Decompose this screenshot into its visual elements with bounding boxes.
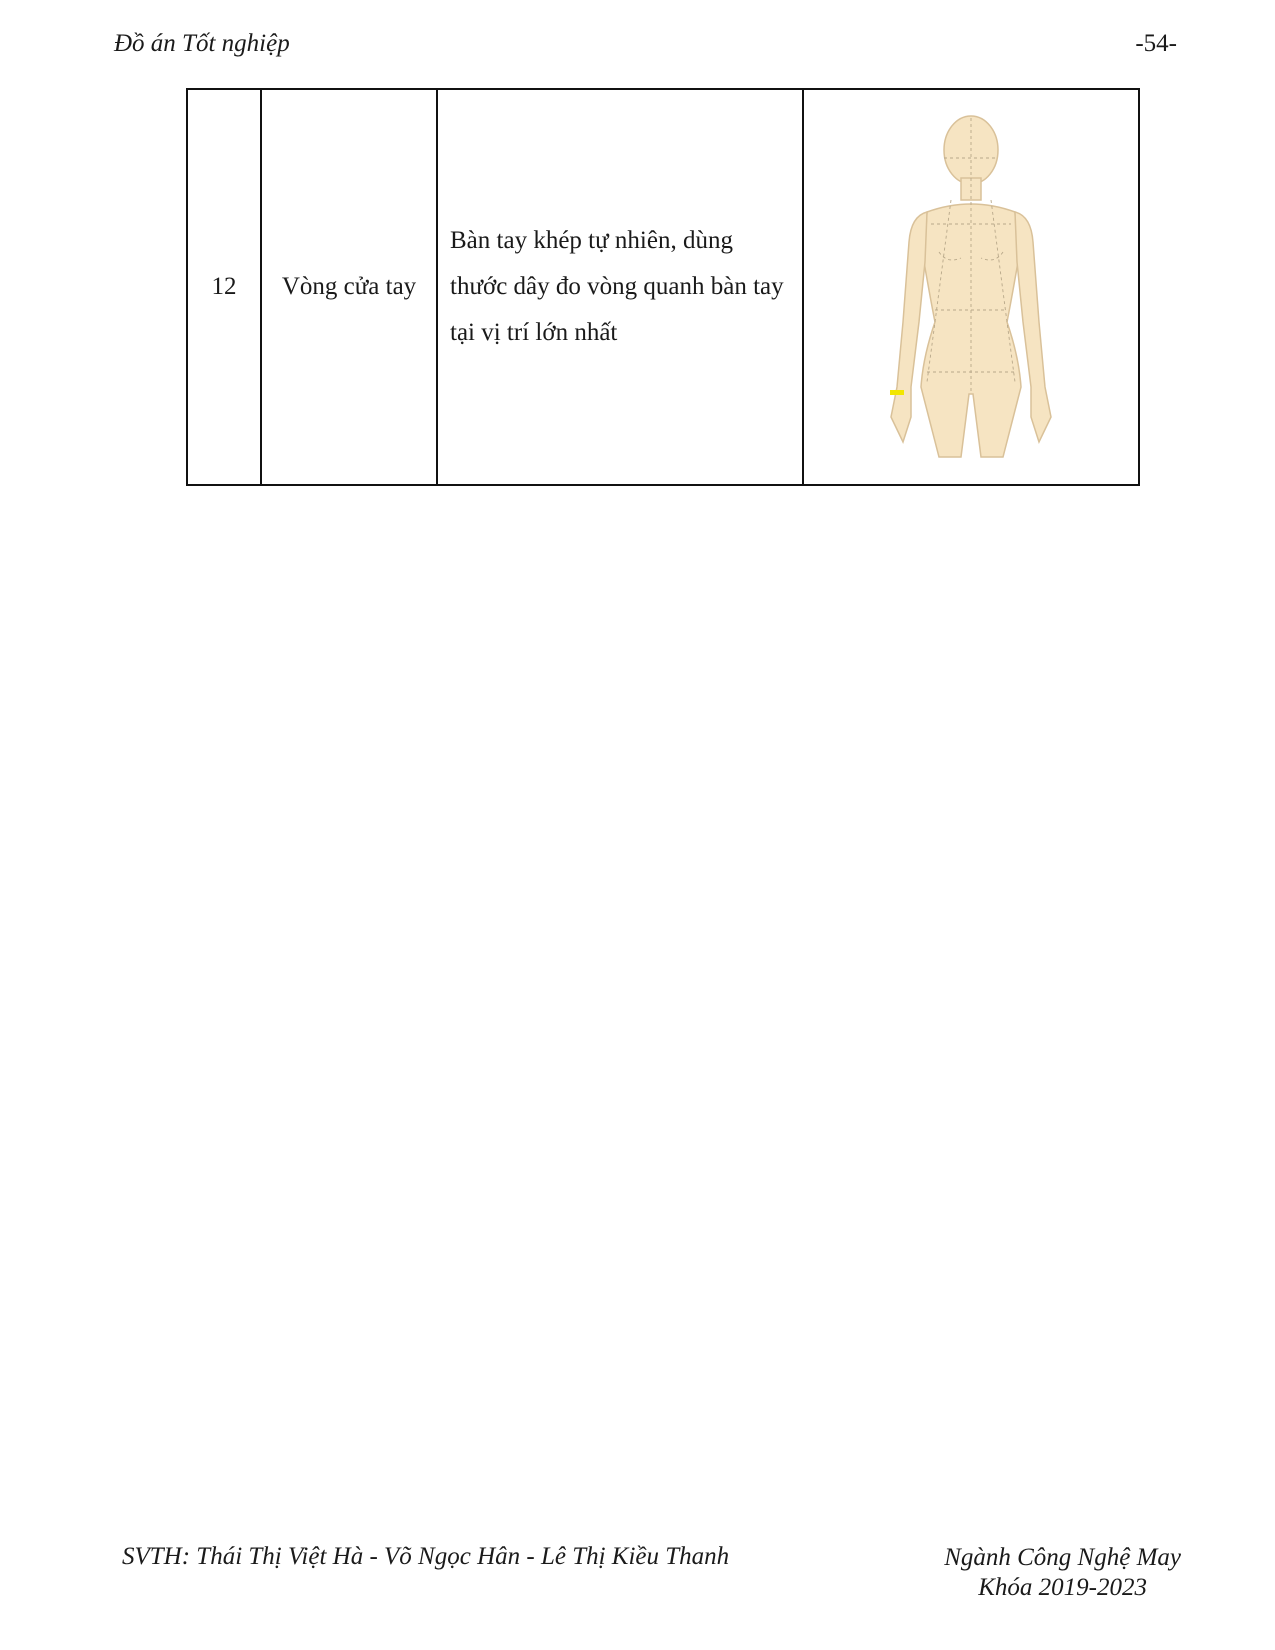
row-number: 12 [187,89,261,485]
figure-right-arm [1015,212,1051,442]
figure-cell [803,89,1139,485]
figure-left-arm [891,212,927,442]
fashion-figure-wrist-measurement [881,112,1061,462]
measurement-name: Vòng cửa tay [261,89,437,485]
wrist-marker [890,390,904,395]
table-row [187,89,1139,485]
footer-authors: SVTH: Thái Thị Việt Hà - Võ Ngọc Hân - Lê Thị Kiều Thanh [122,1543,730,1570]
footer-major-course [944,1543,1181,1603]
header-title: Đồ án Tốt nghiệp [114,30,290,57]
footer-course: Khóa 2019-2023 [978,1574,1147,1601]
measurement-table [186,88,1140,486]
measurement-description: Bàn tay khép tự nhiên, dùng thước dây đo vòng quanh bàn tay tại vị trí lớn nhất [437,89,803,485]
footer-major: Ngành Công Nghệ May [944,1544,1181,1571]
page-number: -54- [1135,30,1177,57]
